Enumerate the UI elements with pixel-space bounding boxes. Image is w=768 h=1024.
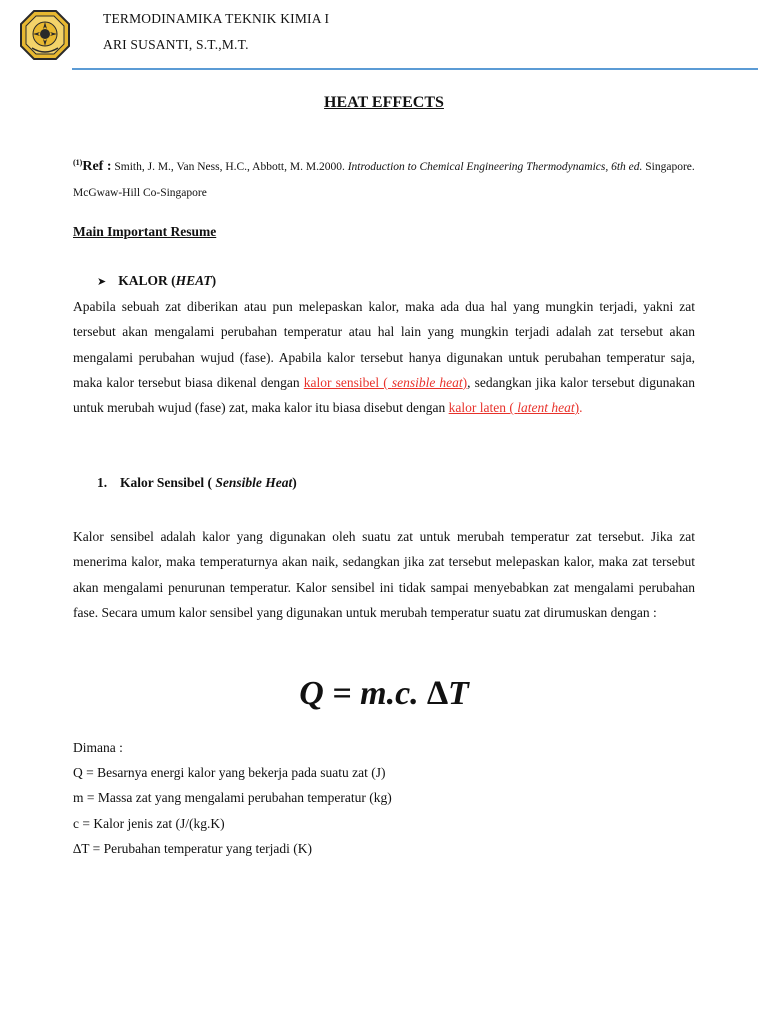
definitions-intro: Dimana : bbox=[73, 740, 123, 755]
paragraph-sensible-heat: Kalor sensibel adalah kalor yang digunakan oleh suatu zat untuk merubah temperatur zat tersebut. Jika zat menerima kalor, maka temperaturnya akan naik, sedangkan jika zat tersebut melepaskan kalor, maka zat tersebut akan mengalami penurunan temperatur. Kalor sensibel ini tidak sampai menyebabkan zat mengalami perubahan fase. Secara umum kalor sensibel yang digunakan untuk merubah temperatur suatu zat dirumuskan dengan : bbox=[73, 529, 695, 620]
page-title: HEAT EFFECTS bbox=[324, 94, 444, 111]
page-header bbox=[0, 0, 768, 72]
latent-heat-link[interactable]: kalor laten ( latent heat) bbox=[448, 400, 580, 416]
course-title: TERMODINAMIKA TEKNIK KIMIA I bbox=[103, 11, 330, 26]
reference-marker: (1) bbox=[73, 158, 83, 167]
sensible-heat-link[interactable]: kalor sensibel ( sensible heat) bbox=[303, 374, 468, 390]
definition-item: c = Kalor jenis zat (J/(kg.K) bbox=[73, 815, 225, 831]
paragraph-heat: Apabila sebuah zat diberikan atau pun melepaskan kalor, maka ada dua hal yang mungkin terjadi, yakni zat tersebut akan mengalami perubahan temperatur atau hal lain yang mungkin terjadi adalah zat tersebut akan mengalami perubahan wujud (fase). Apabila kalor tersebut hanya digunakan untuk perubahan temperatur saja, maka kalor tersebut biasa dikenal dengan kalor sensibel ( sensible heat), sedangkan jika kalor tersebut digunakan untuk merubah wujud (fase) zat, maka kalor itu biasa disebut dengan kalor laten ( latent heat). bbox=[73, 299, 695, 416]
heat-formula: Q = m.c. ∆T bbox=[299, 675, 469, 712]
arrow-bullet-icon: ➤ bbox=[97, 275, 107, 288]
header-divider bbox=[72, 68, 758, 70]
author-name: ARI SUSANTI, S.T.,M.T. bbox=[103, 37, 249, 52]
definition-item: m = Massa zat yang mengalami perubahan temperatur (kg) bbox=[73, 790, 392, 806]
university-logo-icon bbox=[20, 10, 70, 60]
reference-authors: Smith, J. M., Van Ness, H.C., Abbott, M. M.2000. bbox=[111, 160, 348, 173]
reference-label: Ref : bbox=[82, 158, 112, 174]
subsection-heading: 1. Kalor Sensibel ( Sensible Heat) bbox=[97, 475, 297, 490]
bullet-heading: ➤ KALOR (HEAT) bbox=[97, 273, 217, 288]
reference bbox=[73, 150, 695, 206]
definition-item: ∆T = Perubahan temperatur yang terjadi (K) bbox=[73, 840, 313, 856]
reference-publisher: Singapore. McGwaw-Hill Co-Singapore bbox=[73, 160, 695, 199]
reference-book-title: Introduction to Chemical Engineering Thermodynamics, 6th ed. bbox=[347, 160, 643, 173]
definition-item: Q = Besarnya energi kalor yang bekerja pada suatu zat (J) bbox=[73, 765, 386, 781]
definitions-list bbox=[73, 735, 392, 861]
section-heading: Main Important Resume bbox=[73, 224, 217, 239]
